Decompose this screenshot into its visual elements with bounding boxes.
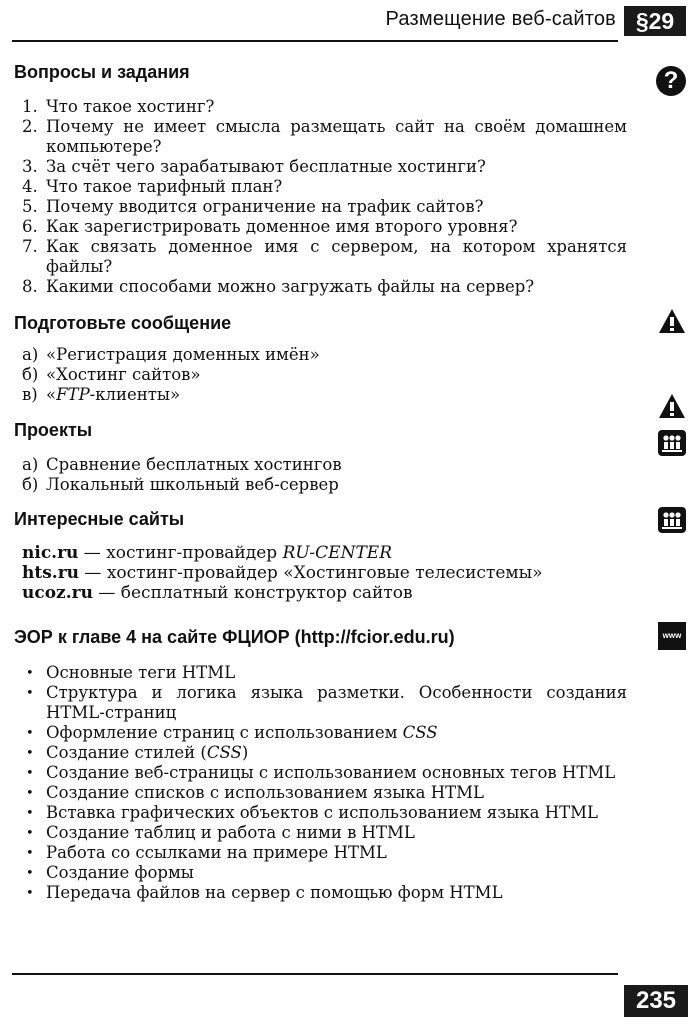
list-item: 4. Что такое тарифный план?	[22, 177, 283, 196]
questions-list	[22, 97, 627, 297]
group-icon	[658, 507, 686, 537]
list-item: б) Локальный школьный веб-сервер	[22, 475, 339, 494]
list-item: • Основные теги HTML	[26, 663, 236, 682]
header-rule	[12, 40, 618, 42]
site-domain: nic.ru	[22, 543, 79, 563]
list-item: • Структура и логика языка разметки. Особенности создания HTML-страниц	[26, 683, 627, 722]
list-item: • Вставка графических объектов с использованием языка HTML	[26, 803, 598, 822]
list-item: • Создание списков с использованием языка HTML	[26, 783, 485, 802]
list-item: 7. Как связать доменное имя с сервером, на котором хранятся файлы?	[22, 237, 627, 276]
site-domain: hts.ru	[22, 563, 80, 583]
list-item: 6. Как зарегистрировать доменное имя второго уровня?	[22, 217, 518, 236]
list-item: • Создание формы	[26, 863, 194, 882]
list-item: 8. Какими способами можно загружать файлы на сервер?	[22, 277, 535, 296]
list-item: • Создание стилей (CSS)	[26, 743, 249, 762]
list-item: • Оформление страниц с использованием CSS	[26, 723, 438, 742]
site-row: ucoz.ru — бесплатный конструктор сайтов	[22, 583, 413, 603]
list-item: а) Сравнение бесплатных хостингов	[22, 455, 342, 474]
list-item: 5. Почему вводится ограничение на трафик сайтов?	[22, 197, 484, 216]
projects-list	[22, 455, 627, 495]
list-item: • Работа со ссылками на примере HTML	[26, 843, 387, 862]
page-number: 235	[624, 985, 688, 1017]
sites-heading: Интересные сайты	[14, 509, 185, 529]
www-icon: www	[658, 622, 686, 650]
resources-list	[22, 663, 627, 903]
list-item: 1. Что такое хостинг?	[22, 97, 215, 116]
warning-triangle-icon	[658, 393, 686, 423]
site-row: nic.ru — хостинг-провайдер RU-CENTER	[22, 543, 392, 563]
group-icon	[658, 430, 686, 460]
sites-list	[22, 543, 543, 603]
section-badge: §29	[624, 6, 686, 36]
report-heading: Подготовьте сообщение	[14, 313, 232, 333]
site-domain: ucoz.ru	[22, 583, 93, 603]
list-item: б) «Хостинг сайтов»	[22, 365, 201, 384]
list-item: • Создание таблиц и работа с ними в HTML	[26, 823, 415, 842]
projects-heading: Проекты	[14, 420, 93, 440]
list-item: в) «FTP-клиенты»	[22, 385, 181, 404]
list-item: 3. За счёт чего зарабатывают бесплатные хостинги?	[22, 157, 486, 176]
running-header-title: Размещение веб-сайтов	[385, 8, 616, 30]
list-item: а) «Регистрация доменных имён»	[22, 345, 320, 364]
site-row: hts.ru — хостинг-провайдер «Хостинговые телесистемы»	[22, 563, 543, 583]
list-item: • Создание веб-страницы с использованием основных тегов HTML	[26, 763, 616, 782]
footer-rule	[12, 973, 618, 975]
list-item: 2. Почему не имеет смысла размещать сайт на своём домашнем компьютере?	[22, 117, 627, 156]
warning-triangle-icon	[658, 308, 686, 338]
list-item: • Передача файлов на сервер с помощью форм HTML	[26, 883, 503, 902]
question-icon: ?	[656, 66, 686, 96]
questions-heading: Вопросы и задания	[14, 62, 190, 82]
resources-heading: ЭОР к главе 4 на сайте ФЦИОР (http://fcior.edu.ru)	[14, 627, 455, 647]
report-list	[22, 345, 627, 405]
